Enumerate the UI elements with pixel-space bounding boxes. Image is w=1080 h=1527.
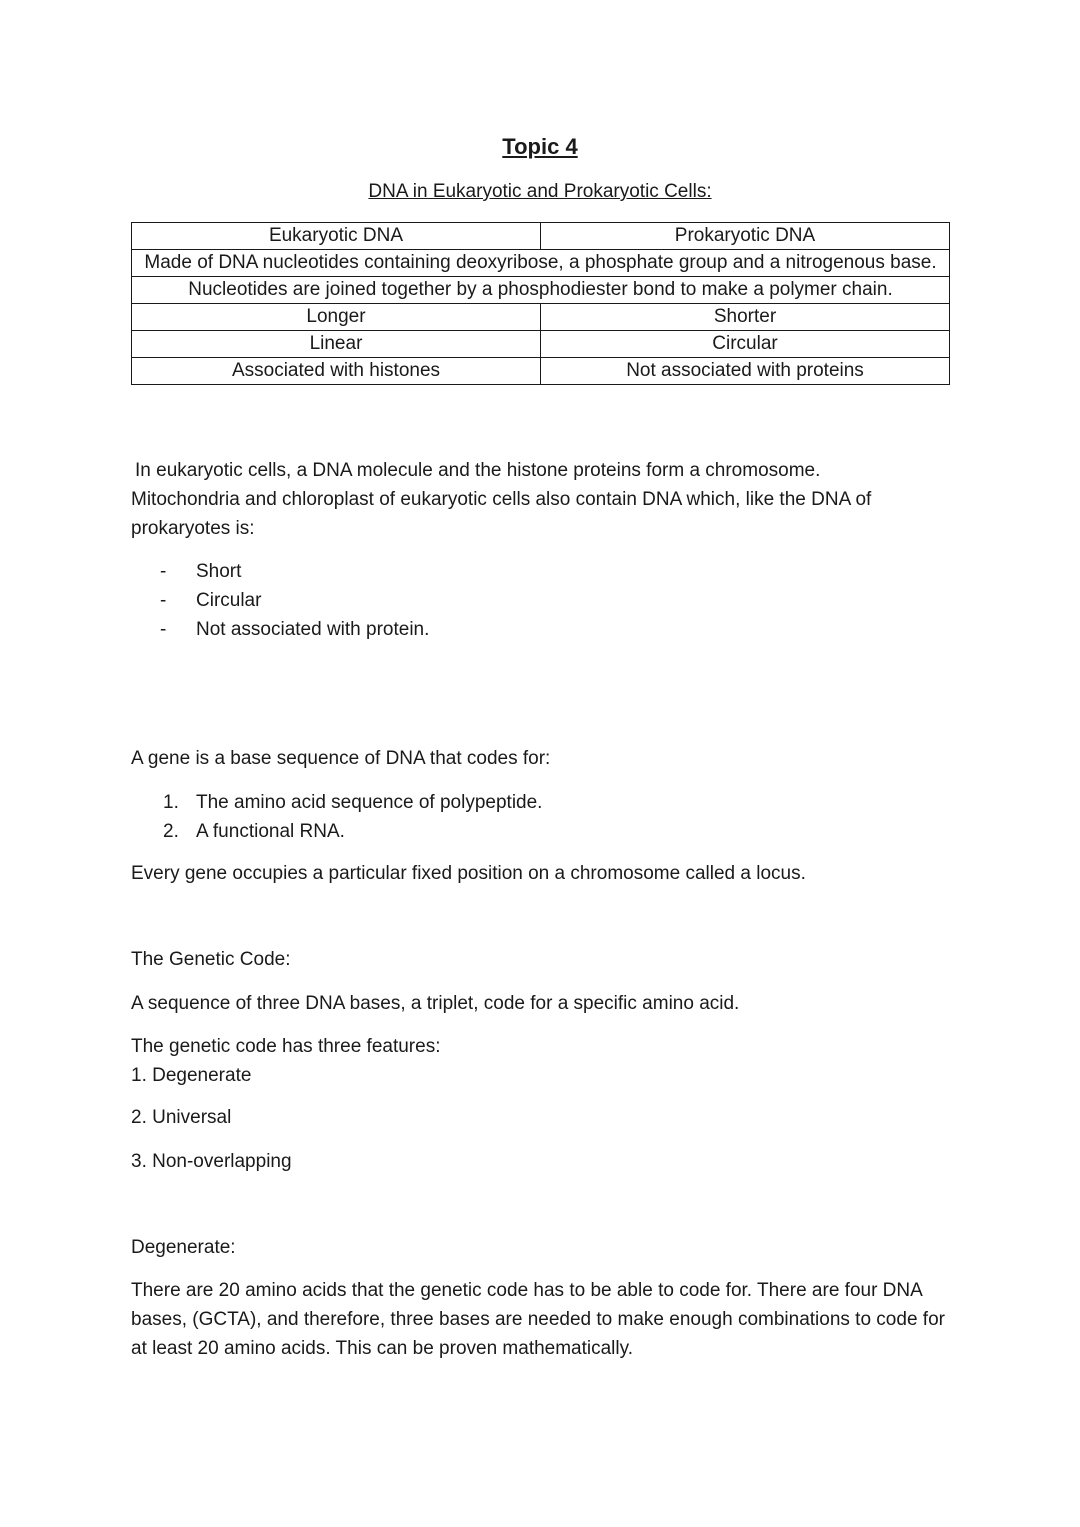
feature-non-overlapping: 3. Non-overlapping (131, 1151, 292, 1172)
bullet-dash: - (160, 619, 167, 640)
bullet-dash: - (160, 590, 167, 611)
list-item (163, 788, 542, 817)
list-item-text: The amino acid sequence of polypeptide. (196, 792, 543, 813)
table-row (132, 331, 950, 358)
table-row (132, 277, 950, 304)
list-item-text: Short (196, 561, 242, 582)
comparison-table (131, 222, 950, 385)
triplet-text: A sequence of three DNA bases, a triplet, code for a specific amino acid. (131, 993, 740, 1014)
table-shared-cell: Nucleotides are joined together by a phosphodiester bond to make a polymer chain. (132, 277, 950, 304)
feature-universal: 2. Universal (131, 1107, 232, 1128)
page-title: Topic 4 (502, 134, 578, 159)
gene-intro: A gene is a base sequence of DNA that codes for: (131, 748, 551, 769)
table-cell: Circular (541, 331, 950, 358)
organelle-dna-list (160, 557, 429, 644)
list-item (160, 586, 429, 615)
intro-line-1: In eukaryotic cells, a DNA molecule and the histone proteins form a chromosome. (135, 460, 821, 481)
table-cell: Not associated with proteins (541, 358, 950, 385)
table-header-row (132, 223, 950, 250)
list-item-text: Not associated with protein. (196, 619, 430, 640)
table-cell: Linear (132, 331, 541, 358)
list-item-text: Circular (196, 590, 262, 611)
gene-codes-list (163, 788, 542, 846)
list-number: 2. (163, 821, 179, 842)
intro-line-2: Mitochondria and chloroplast of eukaryotic cells also contain DNA which, like the DNA of prokaryotes is: (131, 489, 872, 539)
genetic-code-heading: The Genetic Code: (131, 949, 291, 970)
table-row (132, 250, 950, 277)
feature-degenerate: 1. Degenerate (131, 1065, 252, 1086)
list-item (160, 615, 429, 644)
section-subtitle: DNA in Eukaryotic and Prokaryotic Cells: (368, 181, 712, 202)
table-row (132, 358, 950, 385)
list-item-text: A functional RNA. (196, 821, 345, 842)
list-item (163, 817, 542, 846)
table-cell: Associated with histones (132, 358, 541, 385)
table-header-prokaryotic: Prokaryotic DNA (541, 223, 950, 250)
table-cell: Shorter (541, 304, 950, 331)
bullet-dash: - (160, 561, 167, 582)
table-header-eukaryotic: Eukaryotic DNA (132, 223, 541, 250)
table-cell: Longer (132, 304, 541, 331)
features-intro: The genetic code has three features: (131, 1036, 441, 1057)
locus-text: Every gene occupies a particular fixed position on a chromosome called a locus. (131, 863, 806, 884)
table-shared-cell: Made of DNA nucleotides containing deoxyribose, a phosphate group and a nitrogenous base. (132, 250, 950, 277)
degenerate-body: There are 20 amino acids that the genetic code has to be able to code for. There are four DNA bases, (GCTA), and therefore, three bases are needed to make enough combinations to code for at least 20 amino acids. This can be proven mathematically. (131, 1280, 945, 1359)
table-row (132, 304, 950, 331)
list-item (160, 557, 429, 586)
list-number: 1. (163, 792, 179, 813)
degenerate-heading: Degenerate: (131, 1237, 236, 1258)
